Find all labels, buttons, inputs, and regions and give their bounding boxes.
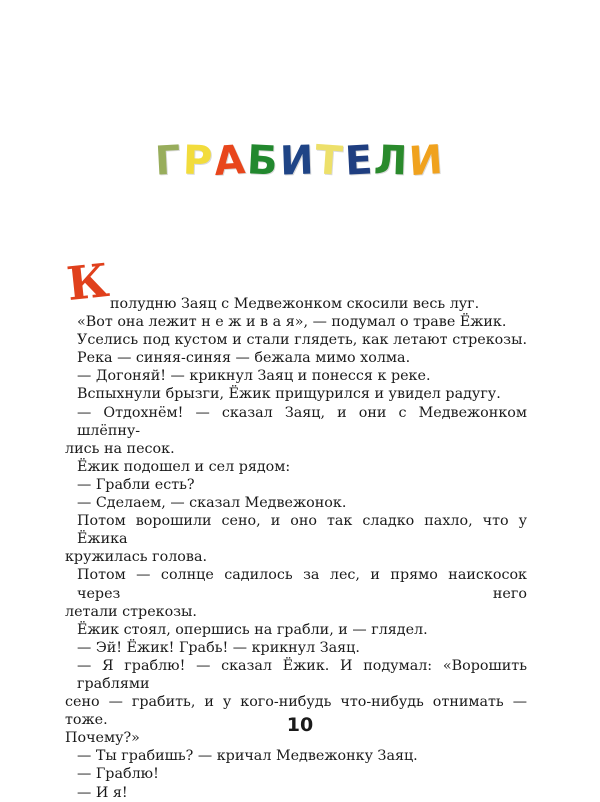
text-line: Река — синяя-синяя — бежала мимо холма. bbox=[77, 350, 411, 367]
text-line: — Ты грабишь? — кричал Медвежонку Заяц. bbox=[77, 748, 418, 765]
title-letter: И bbox=[407, 136, 447, 186]
text-line: кружилась голова. bbox=[65, 549, 208, 566]
text-line: Потом — солнце садилось за лес, и прямо наискосок через него bbox=[77, 567, 527, 602]
text-line: Потом ворошили сено, и оно так сладко пахло, что у Ёжика bbox=[77, 513, 527, 548]
title-letter: А bbox=[212, 136, 249, 186]
text-line: сено — грабить, и у кого-нибудь что-нибудь отнимать — тоже. bbox=[65, 694, 527, 729]
text-line: полудню Заяц с Медвежонком скосили весь луг. bbox=[110, 296, 480, 312]
text-line: Вспыхнули брызги, Ёжик прищурился и увидел радугу. bbox=[77, 386, 501, 403]
title-letter: Л bbox=[373, 137, 410, 185]
text-line: — Догоняй! — крикнул Заяц и понесся к реке. bbox=[77, 368, 431, 385]
text-line: лись на песок. bbox=[65, 440, 175, 457]
text-line: «Вот она лежит н е ж и в а я», — подумал о траве Ёжик. bbox=[77, 314, 507, 331]
title-letter: Б bbox=[246, 137, 281, 185]
text-line: — Граблю! bbox=[77, 766, 159, 783]
text-line: Ёжик подошел и сел рядом: bbox=[77, 458, 291, 475]
text-line: — Сделаем, — сказал Медвежонок. bbox=[77, 495, 347, 512]
chapter-title bbox=[0, 138, 600, 184]
title-letter: Т bbox=[313, 137, 347, 185]
text-line: — Отдохнём! — сказал Заяц, и они с Медвежонком шлёпну- bbox=[77, 404, 527, 439]
title-letter: Е bbox=[343, 137, 376, 185]
text-line: — Грабли есть? bbox=[77, 476, 195, 493]
text-line: — И я! bbox=[77, 784, 128, 801]
text-line: Ёжик стоял, опершись на грабли, и — глядел. bbox=[77, 621, 428, 638]
title-letter: Г bbox=[154, 137, 185, 185]
text-line: — Эй! Ёжик! Грабь! — крикнул Заяц. bbox=[77, 639, 360, 656]
text-line: Уселись под кустом и стали глядеть, как летают стрекозы. bbox=[77, 332, 527, 349]
text-line: — Я граблю! — сказал Ёжик. И подумал: «Ворошить граблями bbox=[77, 657, 527, 692]
page-number: 10 bbox=[286, 714, 314, 736]
title-letter: И bbox=[278, 137, 317, 185]
text-line: летали стрекозы. bbox=[65, 603, 197, 620]
drop-cap: К bbox=[64, 252, 112, 312]
text-line: Почему?» bbox=[65, 730, 140, 747]
title-letter: Р bbox=[182, 137, 216, 185]
